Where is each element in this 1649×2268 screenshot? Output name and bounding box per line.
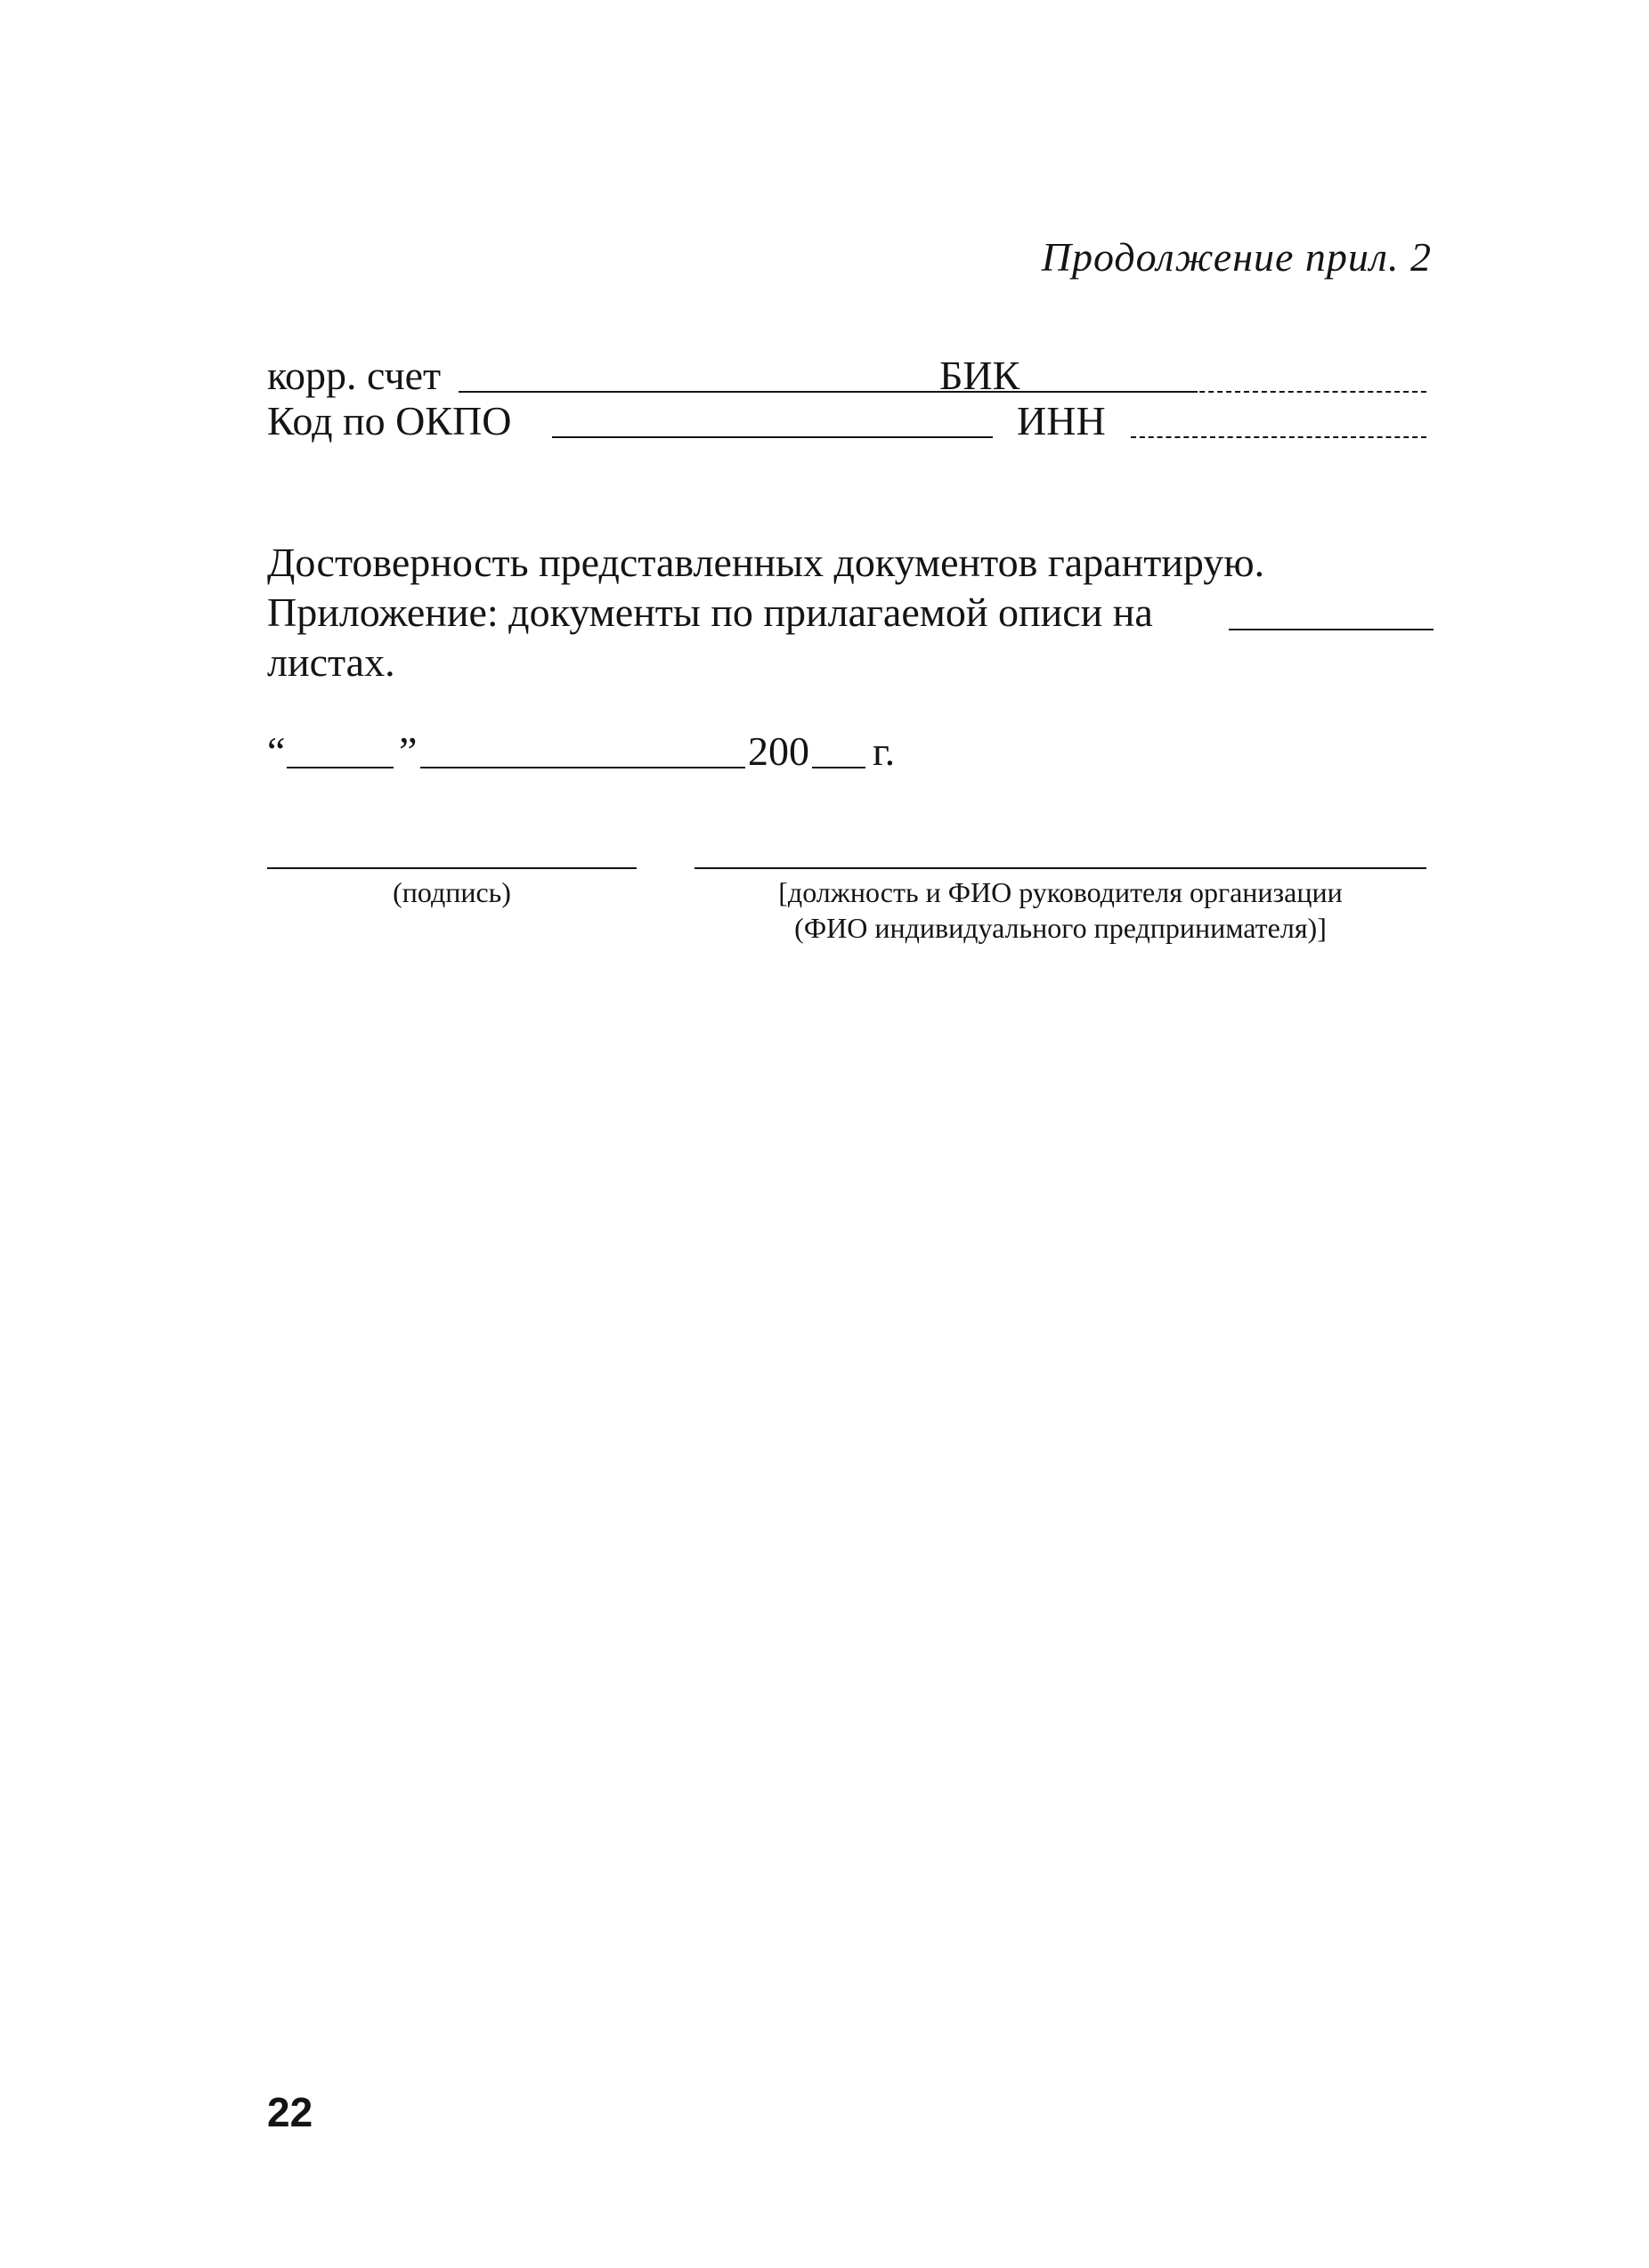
bik-field[interactable] [1058,352,1426,393]
date-row [267,728,926,781]
year-abbreviation: г. [873,728,896,774]
date-close-quote: ” [399,728,418,774]
attachment-statement [267,588,1434,638]
position-caption-line1: [должность и ФИО руководителя организации [778,876,1343,908]
inn-field[interactable] [1131,397,1426,438]
page-number: 22 [267,2089,313,2135]
month-field[interactable] [420,728,745,768]
position-name-line[interactable] [695,866,1426,869]
corr-account-label: корр. счет [267,353,442,398]
sheets-word: листах. [267,639,395,685]
attachment-text: Приложение: документы по прилагаемой описи на [267,589,1153,635]
sheet-count-field[interactable] [1229,588,1434,630]
position-caption-line2: (ФИО индивидуального предпринимателя)] [794,912,1327,944]
signature-line[interactable] [267,866,637,869]
appendix-continuation-note: Продолжение прил. 2 [1041,234,1432,280]
guarantee-statement: Достоверность представленных документов гарантирую. [267,540,1265,585]
day-field[interactable] [287,728,394,768]
year-prefix: 200 [748,728,809,774]
bik-label: БИК [939,353,1020,398]
okpo-field[interactable] [552,397,993,438]
year-suffix-field[interactable] [812,728,865,768]
okpo-label: Код по ОКПО [267,398,512,443]
inn-label: ИНН [1017,398,1106,443]
date-open-quote: “ [267,728,286,774]
signature-caption: (подпись) [393,876,511,908]
